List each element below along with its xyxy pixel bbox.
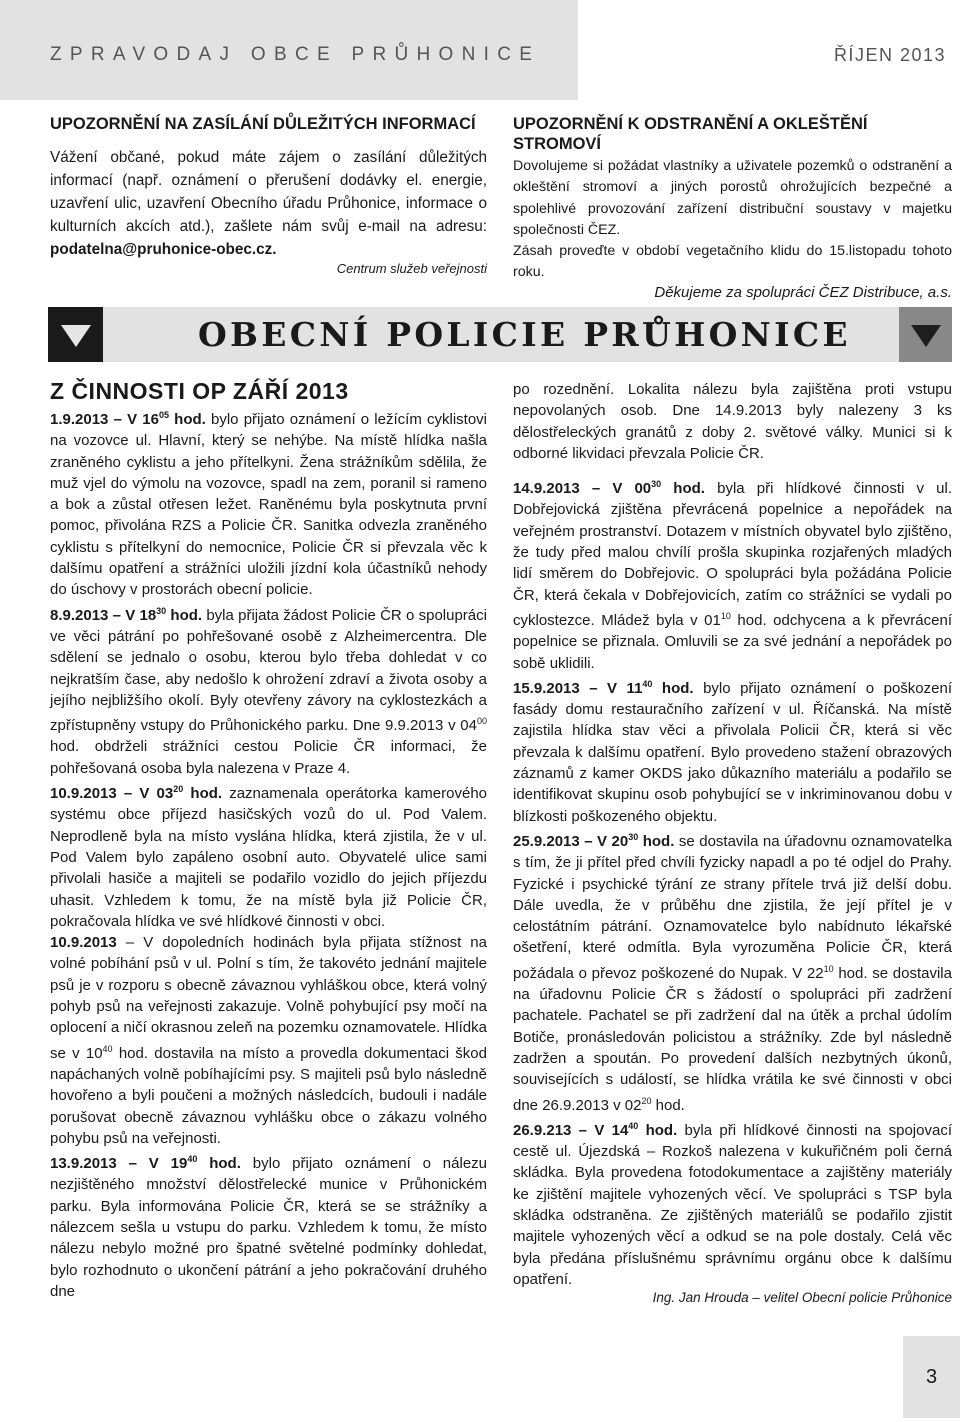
police-entry: 10.9.2013 – V dopoledních hodinách byla přijata stížnost na volné pobíhání psů v ul. Polní s tím, že takovéto jednání majitele psů je v rozporu s obecně závaznou vyhláškou obce, která volný pohyb psů na veřejnosti zakazuje. Volně pohybující psy močí na oplocení a ničí okrasnou zeleň na pozemku oznamovatele. Hlídka se v $10^{40}$ hod. dostavila na místo a provedla dokumentaci škod napáchaných volně pobíhajícími psy. S majiteli psů bylo následně hovořeno a byli poučeni a možných následcích, budouli i nadále porušovat obecně závaznou vyhlášku obce o zákazu volného pohybu psů na veřejnosti. (50, 934, 487, 1147)
section-title: OBECNÍ POLICIE PRŮHONICE (198, 315, 851, 354)
notice-email-text: Vážení občané, pokud máte zájem o zasílání důležitých informací (např. oznámení o přerušení dodávky el. energie, uzavření ulic, uzavření Obecního úřadu Průhonice, informace o kulturních akcích atd.), zašlete nám svůj e-mail na adresu: podatelna@pruhonice-obec.cz. (50, 149, 487, 258)
police-entries-right (513, 474, 952, 1290)
police-heading: Z ČINNOSTI OP ZÁŘÍ 2013 (50, 378, 349, 404)
email-address: podatelna@pruhonice-obec.cz. (50, 241, 277, 258)
notice-trees-heading: UPOZORNĚNÍ K ODSTRANĚNÍ A OKLEŠTĚNÍ STROMOVÍ (513, 115, 868, 153)
police-right-column (513, 379, 952, 1305)
police-entry: 26.9.213 – V $14^{40}$ hod. byla při hlídkové činnosti na spojovací cestě ul. Újezdská – Rozkoš nalezena v kukuřičném poli černá skládka. Byla provedena fotodokumentace a zajištěny materiály ke zjištění majitele vyhozených věcí. Ve spolupráci s TSP byla skládka odstraněna. Ze zjištěných materiálů se podařilo zjistit majitele vyhozených věcí a odkud se na pole dostaly. Celá věc byla předána příslušnému správnímu orgánu obce k dalšímu opatření. (513, 1120, 952, 1288)
notice-trees-deadline: Zásah proveďte v období vegetačního klidu do 15.listopadu tohoto roku. (513, 243, 952, 281)
triangle-down-icon (899, 307, 952, 362)
police-continuation: po rozednění. Lokalita nálezu byla zajištěna proti vstupu nepovolaných osob. Dne 14.9.2013 byly nalezeny 3 ks dělostřeleckých granátů z doby 2. světové války. Munici si k odborné likvidaci převzala Policie ČR. (513, 381, 952, 462)
police-entry: 8.9.2013 – V $18^{30}$ hod. byla přijata žádost Policie ČR o spolupráci ve věci pátrání po pohřešované osobě z Alzheimercentra. Dle sdělení se jednalo o osobu, kterou bylo třeba dohledat v co nejkratším čase, aby nedošlo k ohrožení zdraví a života osoby a jejího nejbližšího okolí. Byly otevřeny závory na cyklostezkách a zpřístupněny vstupy do Průhonického parku. Dne 9.9.2013 v $04^{00}$ hod. obdrželi strážníci cestou Policie ČR informaci, že pohřešovaná osoba byla nalezena v Praze 4. (50, 605, 487, 777)
triangle-down-icon (48, 307, 103, 362)
newsletter-title: ZPRAVODAJ OBCE PRŮHONICE (50, 44, 541, 65)
police-entry: 25.9.2013 – V $20^{30}$ hod. se dostavila na úřadovnu oznamovatelka s tím, že ji přítel před chvíli fyzicky napadl a po té odjel do Prahy. Fyzické i psychické týrání ze strany přítele trvá již delší dobu. Dále uvedla, že v průběhu dne zjistila, že její přítel je v celostátním pátrání. Oznamovatelce bylo nabídnuto lékařské ošetření, které odmítla. Byla vyrozuměna Policie ČR, která požádala o převoz poškozené do Nupak. V $22^{10}$ hod. se dostavila na úřadovnu Policie ČR s žádostí o spolupráci při zadržení pachatele. Pachatel se při zadržení dal na útěk a prchal údolím Botiče, pronásledován policistou a strážníky. Zde byl následně zadržen a spoután. Po provedení dalších nezbytných úkonů, souvisejících s událostí, se hlídka vrátila ke své činnosti v obci dne 26.9.2013 v $02^{20}$ hod. (513, 831, 953, 1114)
notice-email-heading: UPOZORNĚNÍ NA ZASÍLÁNÍ DŮLEŽITÝCH INFORMACÍ (50, 115, 476, 133)
issue-date: ŘÍJEN 2013 (833, 45, 946, 65)
police-entries-left (50, 405, 487, 1302)
page-number: 3 (903, 1336, 960, 1418)
police-entry: 13.9.2013 – V $19^{40}$ hod. bylo přijato oznámení o nálezu nezjištěného množství dělostřelecké munice v Průhonickém parku. Byla informována Policie ČR, která se se strážníky a nálezcem sešla u vstupu do parku. Vzhledem k tomu, že místo nálezu nebylo možné pro špatné světelné podmínky dohledat, bylo rozhodnuto o ukončení pátrání a jeho pokračování druhého dne (50, 1154, 488, 1300)
police-signature: Ing. Jan Hrouda – velitel Obecní policie Průhonice (652, 1290, 952, 1306)
police-left-column (50, 378, 487, 1302)
police-entry: 10.9.2013 – V $03^{20}$ hod. zaznamenala operátorka kamerového systému obce příjezd hasičských vozů do ul. Pod Valem. Neprodleně byla na místo vyslána hlídka, která zjistila, že v ul. Pod Valem bylo zapáleno osobní auto. Obyvatelé ulice sami přivolali hasiče a majiteli se podařilo vozidlo do jejich příjezdu uhasit. Vzhledem k tomu, že na místě byla již Policie ČR, pokračovala hlídka ve své hlídkové činnosti v obci. (50, 784, 488, 930)
header-band (0, 0, 578, 100)
notice-email-signature: Centrum služeb veřejnosti (336, 261, 487, 276)
notice-trees-signature: Děkujeme za spolupráci ČEZ Distribuce, a.s. (654, 283, 952, 301)
police-entry: 14.9.2013 – V $00^{30}$ hod. byla při hlídkové činnosti v ul. Dobřejovická zjištěna převrácená popelnice a nepořádek na veřejném prostranství. Dotazem v místních obyvatel bylo zjištěno, že tudy před malou chvílí prošla skupinka rozjařených mladých lidí směrem do Dobřejovic. O spolupráci byla požádána Policie ČR, která čekala v Dobřejovicích, zatím co strážníci se vydali po cyklostezce. Mládež byla v $01^{10}$ hod. odchycena a k převrácení popelnice se přiznala. Omluvili se za své jednání a nepořádek po sobě uklidili. (513, 479, 953, 672)
police-entry: 15.9.2013 – V $11^{40}$ hod. bylo přijato oznámení o poškození fasády domu restauračního zařízení v ul. Říčanská. Na místě zajistila hlídka stav věci a přivolala Policii ČR, která si věc převzala k dalšímu opatření. Bylo provedeno stažení obrazových záznamů z kamer OKDS jako důkazního materiálu a podařilo se identifikovat skupinu osob pohybující se v inkriminovanou dobu v blízkosti poškozeného objektu. (513, 678, 952, 825)
section-band (48, 307, 952, 362)
notice-trees (513, 114, 952, 301)
notice-trees-text: Dovolujeme si požádat vlastníky a uživatele pozemků o odstranění a okleštění stromoví a jiných porostů ohrožujících bezpečné a spolehlivé provozování zařízení distribuční soustavy v majetku společnosti ČEZ. (513, 158, 952, 238)
notice-email (50, 114, 487, 276)
police-entry: 1.9.2013 – V $16^{05}$ hod. bylo přijato oznámení o ležícím cyklistovi na vozovce ul. Hlavní, který se nehýbe. Na místě hlídka našla zraněného cyklistu a jeho přítelkyni. Žena strážníkům sdělila, že muž vjel do výmolu na vozovce, spadl na zem, poranil si rameno a bok a zůstal otřesen ležet. Raněnému byla poskytnuta první pomoc, přivolána RZS a Policie ČR. Sanitka odvezla zraněného cyklistu s přítelkyní do nemocnice, Policie ČR si převzala věc k dalšímu opatření a strážníci uložili jízdní kola účastníků nehody do úschovy v prostorách obecní policie. (50, 410, 487, 599)
